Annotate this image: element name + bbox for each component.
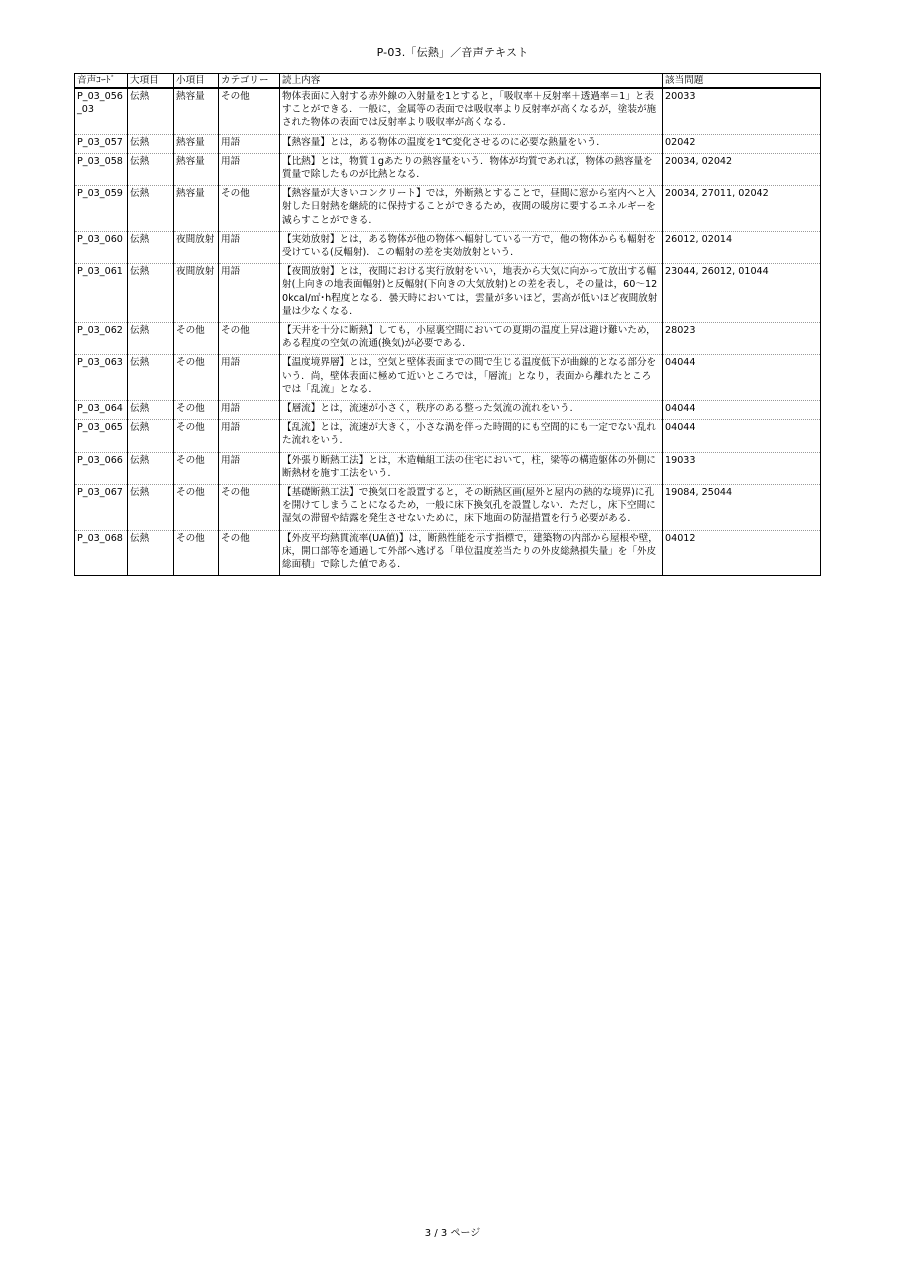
table-row bbox=[75, 530, 821, 576]
cell-questions: 19033 bbox=[663, 452, 821, 484]
cell-code: P_03_057 bbox=[75, 134, 128, 153]
cell-code: P_03_064 bbox=[75, 401, 128, 420]
cell-text: 【熱容量】とは，ある物体の温度を1℃変化させるのに必要な熱量をいう． bbox=[280, 134, 663, 153]
cell-category: 用語 bbox=[219, 264, 280, 323]
table-row bbox=[75, 186, 821, 232]
cell-category: 用語 bbox=[219, 420, 280, 452]
page-title: P-03.「伝熱」／音声テキスト bbox=[376, 46, 529, 59]
cell-questions: 04012 bbox=[663, 530, 821, 576]
cell-major: 伝熱 bbox=[128, 153, 174, 185]
cell-major: 伝熱 bbox=[128, 452, 174, 484]
table-row bbox=[75, 134, 821, 153]
table-row bbox=[75, 323, 821, 355]
cell-major: 伝熱 bbox=[128, 355, 174, 401]
cell-text: 【熱容量が大きいコンクリート】では，外断熱とすることで，昼間に窓から室内へと入射した日射熱を継続的に保持することができるため，夜間の暖房に要するエネルギーを減らすことができる． bbox=[280, 186, 663, 232]
table-row bbox=[75, 231, 821, 263]
table-row bbox=[75, 88, 821, 134]
cell-major: 伝熱 bbox=[128, 323, 174, 355]
cell-category: 用語 bbox=[219, 231, 280, 263]
cell-code: P_03_059 bbox=[75, 186, 128, 232]
cell-code: P_03_065 bbox=[75, 420, 128, 452]
cell-major: 伝熱 bbox=[128, 186, 174, 232]
table-row bbox=[75, 153, 821, 185]
cell-minor: 熱容量 bbox=[174, 153, 219, 185]
cell-category: 用語 bbox=[219, 355, 280, 401]
cell-questions: 02042 bbox=[663, 134, 821, 153]
cell-code: P_03_063 bbox=[75, 355, 128, 401]
cell-questions: 04044 bbox=[663, 401, 821, 420]
cell-category: その他 bbox=[219, 186, 280, 232]
cell-text: 【天井を十分に断熱】しても，小屋裏空間においての夏期の温度上昇は避け難いため，ある程度の空気の流通(換気)が必要である． bbox=[280, 323, 663, 355]
cell-category: 用語 bbox=[219, 134, 280, 153]
table-row bbox=[75, 452, 821, 484]
cell-code: P_03_056_03 bbox=[75, 88, 128, 134]
cell-minor: その他 bbox=[174, 323, 219, 355]
cell-major: 伝熱 bbox=[128, 401, 174, 420]
cell-major: 伝熱 bbox=[128, 134, 174, 153]
cell-questions: 04044 bbox=[663, 355, 821, 401]
cell-code: P_03_058 bbox=[75, 153, 128, 185]
cell-text: 【夜間放射】とは，夜間における実行放射をいい，地表から大気に向かって放出する輻射(上向きの地表面輻射)と反輻射(下向きの大気放射)との差を表し，その量は，60〜120kcal/㎡･h程度となる．曇天時においては，雲量が多いほど，雲高が低いほど夜間放射量は少なくなる． bbox=[280, 264, 663, 323]
cell-code: P_03_060 bbox=[75, 231, 128, 263]
cell-minor: 熱容量 bbox=[174, 88, 219, 134]
cell-text: 物体表面に入射する赤外線の入射量を1とすると，「吸収率＋反射率＋透過率＝1」と表すことができる．一般に，金属等の表面では吸収率より反射率が高くなるが，塗装が施された物体の表面では反射率より吸収率が高くなる． bbox=[280, 88, 663, 134]
cell-questions: 20034, 02042 bbox=[663, 153, 821, 185]
cell-text: 【温度境界層】とは，空気と壁体表面までの間で生じる温度低下が曲線的となる部分をいう．尚，壁体表面に極めて近いところでは，「層流」となり，表面から離れたところでは「乱流」となる． bbox=[280, 355, 663, 401]
cell-code: P_03_068 bbox=[75, 530, 128, 576]
audio-text-table bbox=[74, 73, 821, 576]
cell-text: 【実効放射】とは，ある物体が他の物体へ輻射している一方で，他の物体からも輻射を受けている(反輻射)．この輻射の差を実効放射という． bbox=[280, 231, 663, 263]
cell-questions: 23044, 26012, 01044 bbox=[663, 264, 821, 323]
cell-category: 用語 bbox=[219, 401, 280, 420]
cell-major: 伝熱 bbox=[128, 530, 174, 576]
cell-minor: その他 bbox=[174, 420, 219, 452]
page-number: 3 / 3 ページ bbox=[424, 1228, 481, 1239]
cell-questions: 28023 bbox=[663, 323, 821, 355]
cell-questions: 19084, 25044 bbox=[663, 485, 821, 531]
header-category: カテゴリー bbox=[219, 74, 280, 89]
cell-major: 伝熱 bbox=[128, 231, 174, 263]
cell-text: 【基礎断熱工法】で換気口を設置すると，その断熱区画(屋外と屋内の熱的な境界)に孔を開けてしまうことになるため，一般に床下換気孔を設置しない．ただし，床下空間に湿気の滞留や結露を発生させないために，床下地面の防湿措置を行う必要がある． bbox=[280, 485, 663, 531]
table-header-row bbox=[75, 74, 821, 89]
table-row bbox=[75, 485, 821, 531]
header-code: 音声ｺｰﾄﾞ bbox=[75, 74, 128, 89]
cell-category: その他 bbox=[219, 485, 280, 531]
header-minor: 小項目 bbox=[174, 74, 219, 89]
cell-minor: その他 bbox=[174, 355, 219, 401]
cell-text: 【乱流】とは，流速が大きく，小さな渦を伴った時間的にも空間的にも一定でない乱れた流れをいう． bbox=[280, 420, 663, 452]
cell-code: P_03_066 bbox=[75, 452, 128, 484]
cell-minor: その他 bbox=[174, 452, 219, 484]
cell-minor: 夜間放射 bbox=[174, 231, 219, 263]
cell-category: 用語 bbox=[219, 153, 280, 185]
cell-code: P_03_062 bbox=[75, 323, 128, 355]
cell-text: 【外皮平均熱貫流率(UA値)】は，断熱性能を示す指標で，建築物の内部から屋根や壁，床，開口部等を通過して外部へ逃げる「単位温度差当たりの外皮総熱損失量」を「外皮総面積」で除した値である． bbox=[280, 530, 663, 576]
cell-major: 伝熱 bbox=[128, 420, 174, 452]
cell-major: 伝熱 bbox=[128, 264, 174, 323]
header-text: 読上内容 bbox=[280, 74, 663, 89]
cell-minor: 熱容量 bbox=[174, 134, 219, 153]
cell-questions: 20033 bbox=[663, 88, 821, 134]
cell-text: 【層流】とは，流速が小さく，秩序のある整った気流の流れをいう． bbox=[280, 401, 663, 420]
table-row bbox=[75, 401, 821, 420]
cell-minor: 熱容量 bbox=[174, 186, 219, 232]
cell-text: 【外張り断熱工法】とは，木造軸組工法の住宅において，柱，梁等の構造躯体の外側に断熱材を施す工法をいう． bbox=[280, 452, 663, 484]
cell-major: 伝熱 bbox=[128, 88, 174, 134]
table-row bbox=[75, 264, 821, 323]
cell-questions: 20034, 27011, 02042 bbox=[663, 186, 821, 232]
header-questions: 該当問題 bbox=[663, 74, 821, 89]
cell-questions: 26012, 02014 bbox=[663, 231, 821, 263]
cell-major: 伝熱 bbox=[128, 485, 174, 531]
header-major: 大項目 bbox=[128, 74, 174, 89]
cell-category: その他 bbox=[219, 530, 280, 576]
cell-category: その他 bbox=[219, 323, 280, 355]
cell-category: その他 bbox=[219, 88, 280, 134]
cell-code: P_03_067 bbox=[75, 485, 128, 531]
table-row bbox=[75, 355, 821, 401]
table-row bbox=[75, 420, 821, 452]
cell-text: 【比熱】とは，物質１gあたりの熱容量をいう．物体が均質であれば，物体の熱容量を質量で除したものが比熱となる． bbox=[280, 153, 663, 185]
cell-category: 用語 bbox=[219, 452, 280, 484]
cell-minor: その他 bbox=[174, 485, 219, 531]
cell-minor: 夜間放射 bbox=[174, 264, 219, 323]
cell-code: P_03_061 bbox=[75, 264, 128, 323]
cell-minor: その他 bbox=[174, 401, 219, 420]
cell-questions: 04044 bbox=[663, 420, 821, 452]
cell-minor: その他 bbox=[174, 530, 219, 576]
